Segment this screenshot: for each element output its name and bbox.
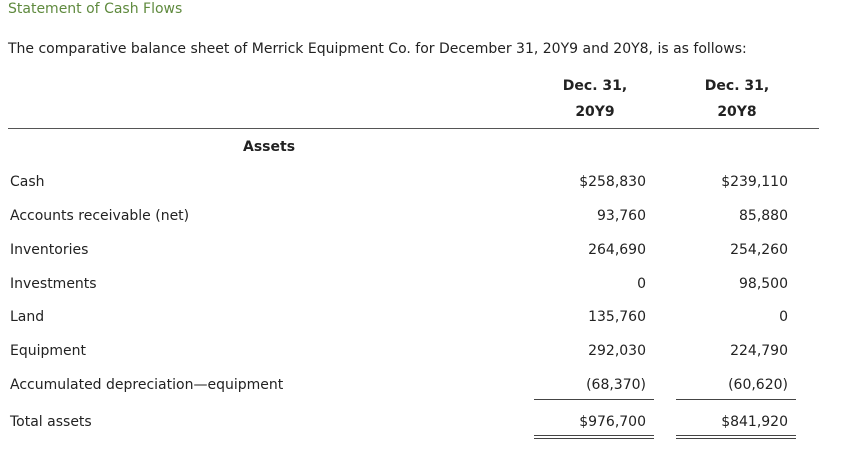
header-divider: [8, 128, 819, 129]
table-row: [0, 206, 847, 230]
value-20y8: 0: [779, 309, 788, 325]
row-label: Land: [10, 309, 45, 325]
value-20y9: 264,690: [588, 242, 646, 258]
total-label: Total assets: [10, 414, 92, 430]
value-20y8: (60,620): [728, 377, 788, 393]
row-label: Inventories: [10, 242, 89, 258]
column-header-20y8: [677, 78, 797, 128]
column-header-date: Dec. 31,: [704, 78, 770, 94]
total-double-underline: [676, 435, 796, 439]
column-header-date: Dec. 31,: [562, 78, 628, 94]
table-row: [0, 274, 847, 298]
row-label: Cash: [10, 174, 45, 190]
table-row: [0, 307, 847, 331]
value-20y8: $239,110: [721, 174, 788, 190]
table-row: [0, 172, 847, 196]
row-label: Accumulated depreciation—equipment: [10, 377, 284, 393]
subtotal-underline: [534, 399, 654, 400]
value-20y9: $258,830: [579, 174, 646, 190]
row-label: Accounts receivable (net): [10, 208, 190, 224]
row-label: Investments: [10, 276, 97, 292]
total-row: [0, 412, 847, 436]
column-header-year: 20Y9: [575, 104, 615, 120]
value-20y8: 85,880: [739, 208, 788, 224]
total-double-underline: [534, 435, 654, 439]
total-20y9: $976,700: [579, 414, 646, 430]
table-row: [0, 341, 847, 365]
row-label: Equipment: [10, 343, 86, 359]
value-20y9: 292,030: [588, 343, 646, 359]
intro-text: The comparative balance sheet of Merrick Equipment Co. for December 31, 20Y9 and 20Y8, is as follows:: [8, 41, 747, 57]
table-row: [0, 240, 847, 264]
value-20y9: 93,760: [597, 208, 646, 224]
value-20y8: 224,790: [730, 343, 788, 359]
value-20y9: 0: [637, 276, 646, 292]
total-20y8: $841,920: [721, 414, 788, 430]
section-title: Statement of Cash Flows: [8, 1, 183, 17]
value-20y9: 135,760: [588, 309, 646, 325]
subtotal-underline: [676, 399, 796, 400]
assets-heading: Assets: [243, 139, 296, 155]
value-20y8: 254,260: [730, 242, 788, 258]
value-20y9: (68,370): [586, 377, 646, 393]
column-header-20y9: [535, 78, 655, 128]
column-header-year: 20Y8: [717, 104, 757, 120]
table-row: [0, 375, 847, 399]
value-20y8: 98,500: [739, 276, 788, 292]
